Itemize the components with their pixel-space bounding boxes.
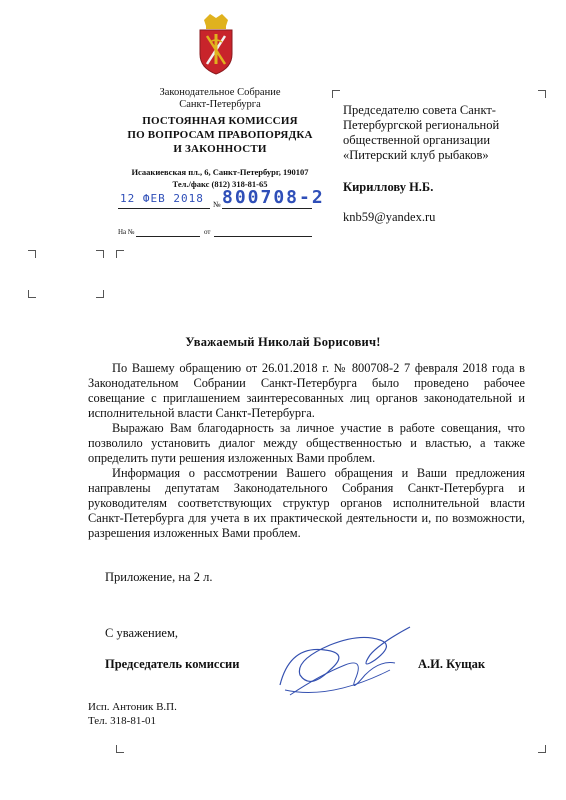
commission-line: И ЗАКОННОСТИ — [173, 143, 267, 155]
paragraph: Информация о рассмотрении Вашего обращения и Ваши предложения направлены депутатам Законодательного Собрания Санкт-Петербурга и руководителям соответствующих структур органов исполнительной власти Санкт-Петербурга для учета в их практической деятельности и, по возможности, разрешения изложенных Вами проблем. — [88, 466, 525, 540]
letter-body — [88, 361, 525, 541]
executor-block — [88, 700, 177, 728]
recipient-line: общественной организации — [343, 133, 491, 147]
number-sign: № — [213, 200, 221, 209]
registration-number-stamp: 800708-2 — [222, 187, 325, 208]
address: Исаакиевская пл., 6, Санкт-Петербург, 190107 — [131, 167, 309, 177]
commission-line: ПОСТОЯННАЯ КОМИССИЯ — [142, 115, 298, 127]
corner-mark — [28, 250, 36, 258]
recipient-block — [343, 103, 543, 163]
corner-mark — [96, 250, 104, 258]
ref-number-line — [136, 236, 200, 237]
closing: С уважением, — [105, 626, 178, 640]
recipient-email: knb59@yandex.ru — [343, 210, 436, 224]
corner-mark — [96, 290, 104, 298]
commission-line: ПО ВОПРОСАМ ПРАВОПОРЯДКА — [127, 129, 313, 141]
ref-from-label: от — [204, 228, 211, 236]
recipient-line: Председателю совета Санкт- — [343, 103, 496, 117]
recipient-line: «Питерский клуб рыбаков» — [343, 148, 489, 162]
attachment-note: Приложение, на 2 л. — [105, 570, 213, 584]
ref-label: На № — [118, 228, 135, 236]
phone: Тел./факс (812) 318-81-65 — [172, 179, 268, 189]
organization-name — [100, 87, 340, 111]
ref-date-line — [214, 236, 312, 237]
commission-name — [90, 114, 350, 156]
signature-image — [270, 615, 420, 705]
recipient-name: Кириллову Н.Б. — [343, 180, 434, 194]
corner-mark — [116, 745, 124, 753]
greeting: Уважаемый Николай Борисович! — [185, 335, 381, 349]
org-line: Законодательное Собрание — [159, 87, 281, 98]
corner-mark — [538, 90, 546, 98]
paragraph: Выражаю Вам благодарность за личное участие в работе совещания, что позволило установить диалог между общественностью и властью, а также определить пути решения изложенных Вами проблем. — [88, 421, 525, 465]
date-line — [118, 208, 210, 209]
org-line: Санкт-Петербурга — [179, 99, 261, 110]
corner-mark — [116, 250, 124, 258]
coat-of-arms-icon — [194, 12, 238, 76]
signatory-name: А.И. Кущак — [418, 657, 486, 671]
number-line — [222, 208, 312, 209]
corner-mark — [28, 290, 36, 298]
registration-date-stamp: 12 ФЕВ 2018 — [120, 192, 204, 205]
corner-mark — [538, 745, 546, 753]
paragraph: По Вашему обращению от 26.01.2018 г. № 800708-2 7 февраля 2018 года в Законодательном Собрании Санкт-Петербурга было проведено рабочее совещание с приглашением заинтересованных лиц органов законодательной и исполнительной власти Санкт-Петербурга. — [88, 361, 525, 420]
corner-mark — [332, 90, 340, 98]
executor-phone: Тел. 318-81-01 — [88, 715, 156, 727]
signatory-position: Председатель комиссии — [105, 657, 240, 671]
recipient-line: Петербургской региональной — [343, 118, 500, 132]
executor-name: Исп. Антоник В.П. — [88, 701, 177, 713]
